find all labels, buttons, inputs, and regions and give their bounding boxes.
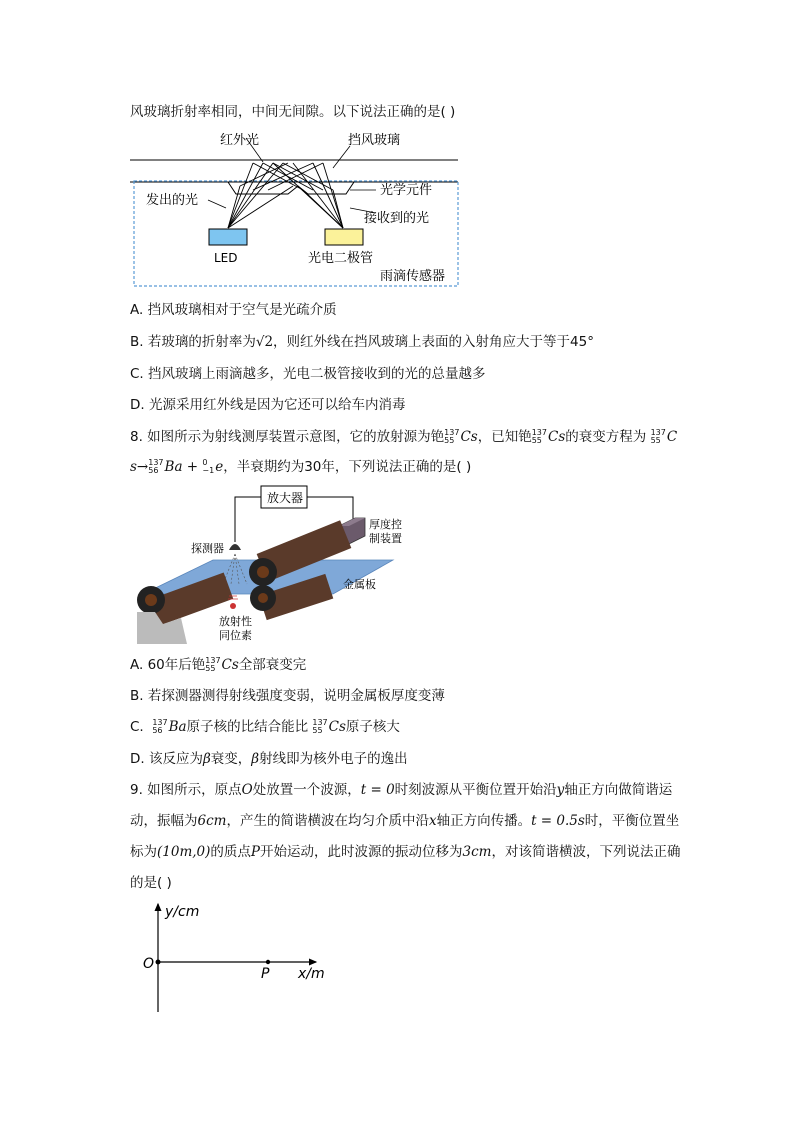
q8-option-c-label: C.	[130, 719, 144, 735]
cs-symbol-a: Cs	[221, 657, 239, 673]
q8-option-d-mid: 衰变，	[210, 751, 252, 767]
y-axis-label: y/cm	[165, 904, 200, 920]
light-rays	[228, 163, 343, 228]
beta-2: β	[251, 751, 260, 767]
label-isotope-2: 同位素	[219, 629, 252, 642]
cs-symbol-2: Cs	[548, 429, 566, 445]
q7-option-b	[130, 332, 594, 352]
q8-option-b: B. 若探测器测得射线强度变弱，说明金属板厚度变薄	[130, 688, 445, 704]
cs-symbol-c: Cs	[328, 719, 346, 735]
cs-symbol-3a: C	[666, 429, 678, 445]
q8-option-a-text: A. 60年后铯	[130, 657, 206, 673]
wave-axes-figure	[138, 898, 338, 1016]
label-thickness-2: 制装置	[369, 532, 402, 545]
rain-sensor-figure	[128, 128, 463, 290]
label-received: 接收到的光	[364, 211, 430, 226]
sqrt2: √2	[255, 334, 274, 350]
q8-option-d-rest: 射线即为核外电子的逸出	[259, 751, 408, 767]
detector	[229, 544, 241, 550]
label-metal-plate: 金属板	[343, 578, 376, 591]
label-led: LED	[214, 251, 238, 265]
windshield-pointer	[333, 146, 350, 168]
q8-text-c: 的衰变方程为	[565, 429, 647, 445]
cs-nuclide-1: 137 55	[444, 428, 460, 445]
q8-line-2-tail: ，半衰期约为30年，下列说法正确的是( )	[223, 459, 472, 475]
plus-sign: +	[182, 459, 203, 475]
decay-arrow: s→	[130, 459, 149, 475]
label-amplifier: 放大器	[267, 491, 304, 505]
q7-intro: 风玻璃折射率相同，中间无间隙。以下说法正确的是( )	[130, 104, 456, 120]
detector-wire	[235, 497, 261, 542]
q8-option-c-rest: 原子核大	[345, 719, 400, 735]
q8-option-d	[130, 749, 408, 769]
q8-option-c-text: 原子核的比结合能比	[186, 719, 309, 735]
q9-line-1: 9. 如图所示，原点O处放置一个波源，t = 0时刻波源从平衡位置开始沿y轴正方向做简谐运	[130, 782, 673, 798]
control-wire	[307, 497, 353, 526]
cs-nuclide-c: 137 55	[312, 718, 328, 735]
q9-line-2: 动，振幅为6cm，产生的简谐横波在均匀介质中沿x轴正方向传播。t = 0.5s时，平衡位置坐	[130, 813, 680, 829]
cs-nuclide-3: 137 55	[650, 428, 666, 445]
q7-option-d: D. 光源采用红外线是因为它还可以给车内消毒	[130, 397, 406, 413]
point-p-dot	[266, 960, 270, 964]
label-windshield: 挡风玻璃	[348, 133, 401, 148]
radioactive-source	[230, 603, 236, 609]
point-p-label: P	[261, 966, 270, 982]
photodiode-block	[325, 229, 363, 245]
electron-symbol: e	[215, 459, 224, 475]
q9-line-4: 的是( )	[130, 875, 172, 891]
beta-1: β	[202, 751, 211, 767]
label-optical-element: 光学元件	[380, 183, 433, 198]
q8-option-a	[130, 655, 306, 675]
q8-option-d-text: D. 该反应为	[130, 751, 203, 767]
q8-option-a-rest: 全部衰变完	[238, 657, 307, 673]
label-sensor: 雨滴传感器	[380, 269, 446, 284]
q7-option-c: C. 挡风玻璃上雨滴越多，光电二极管接收到的光的总量越多	[130, 366, 486, 382]
q9-line-3: 标为(10m,0)的质点P开始运动，此时波源的振动位移为3cm，对该简谐横波，下列说法正确	[130, 844, 681, 860]
cs-nuclide-a: 137 55	[205, 656, 221, 673]
q8-text-b: ，已知铯	[477, 429, 532, 445]
label-thickness-1: 厚度控	[369, 518, 402, 531]
ba-symbol: Ba	[164, 459, 183, 475]
q7-option-b-rest: ，则红外线在挡风玻璃上表面的入射角应大于等于45°	[273, 334, 594, 350]
cs-symbol-1: Cs	[460, 429, 478, 445]
label-isotope-1: 放射性	[219, 615, 252, 628]
led-block	[209, 229, 247, 245]
label-detector: 探测器	[191, 542, 224, 555]
q8-line-2	[130, 457, 471, 477]
label-photodiode: 光电二极管	[308, 251, 374, 266]
origin-dot	[156, 960, 161, 965]
ba-nuclide-c: 137 56	[152, 718, 168, 735]
electron-nuclide: 0 −1	[202, 458, 215, 475]
label-infrared: 红外光	[220, 133, 260, 148]
q8-option-c	[130, 717, 400, 737]
q7-option-b-text: B. 若玻璃的折射率为	[130, 334, 256, 350]
q8-line-1	[130, 427, 677, 447]
label-emitted: 发出的光	[146, 193, 199, 208]
thickness-gauge-figure	[133, 484, 433, 649]
emitted-pointer	[208, 200, 226, 208]
ba-symbol-c: Ba	[168, 719, 187, 735]
cs-nuclide-2: 137 55	[531, 428, 547, 445]
q8-text-a: 8. 如图所示为射线测厚装置示意图，它的放射源为铯	[130, 429, 445, 445]
x-axis-label: x/m	[298, 966, 325, 982]
origin-label: O	[143, 956, 155, 972]
ba-nuclide: 137 56	[148, 458, 164, 475]
q7-option-a: A. 挡风玻璃相对于空气是光疏介质	[130, 302, 337, 318]
